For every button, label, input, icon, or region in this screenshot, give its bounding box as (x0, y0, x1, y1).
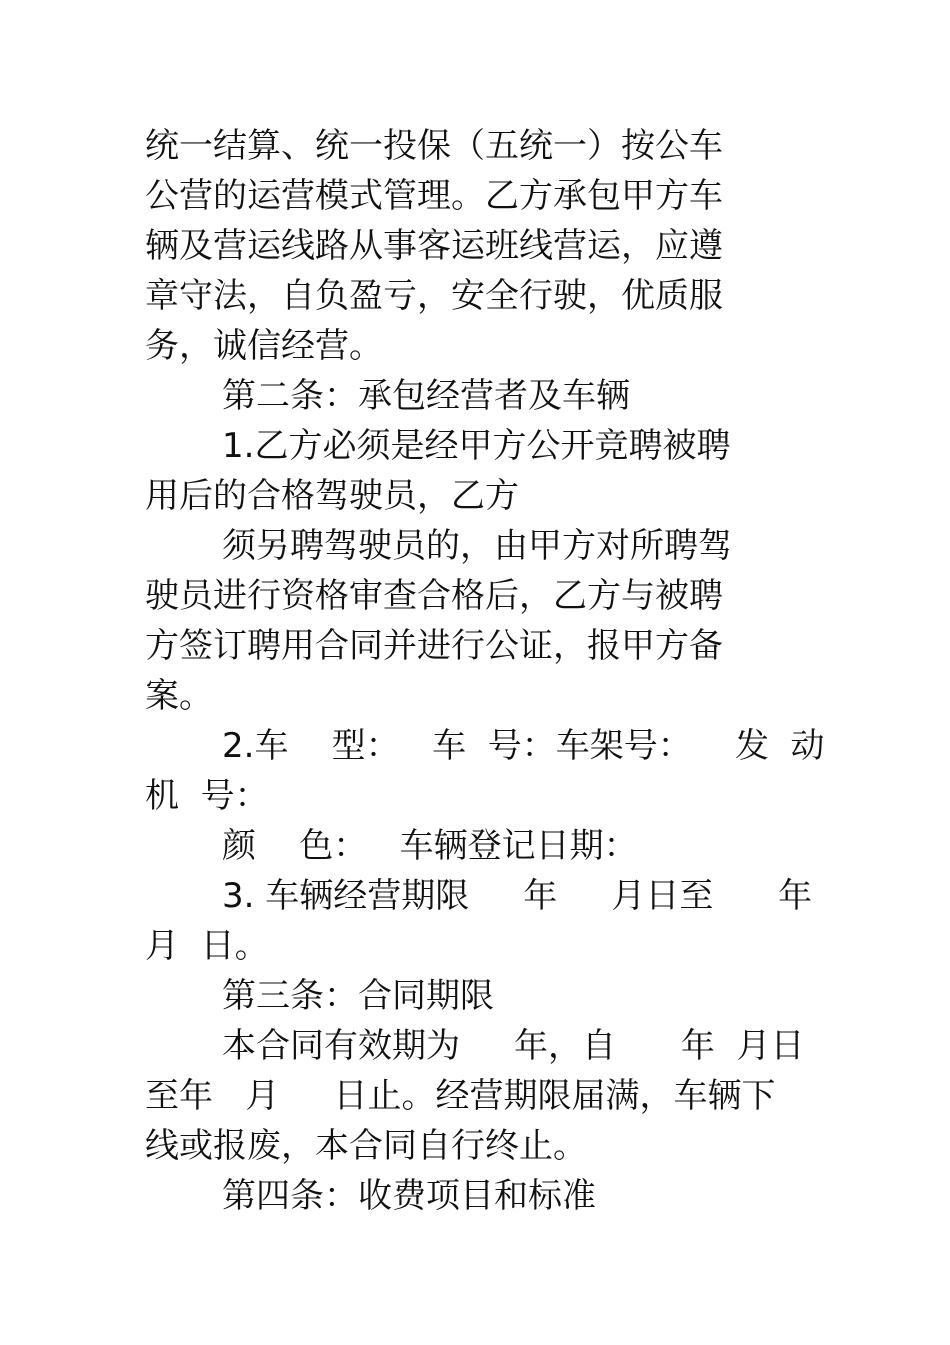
paragraph-line: 须另聘驾驶员的，由甲方对所聘驾 (222, 526, 732, 566)
paragraph-line: 驶员进行资格审查合格后，乙方与被聘 (145, 576, 723, 616)
paragraph-line: 1.乙方必须是经甲方公开竞聘被聘 (222, 426, 731, 466)
paragraph-line: 机 号： (145, 776, 269, 816)
paragraph-line: 案。 (145, 676, 213, 716)
article-heading: 第四条：收费项目和标准 (222, 1176, 596, 1216)
paragraph-line: 公营的运营模式管理。乙方承包甲方车 (145, 176, 723, 216)
paragraph-line: 至年 月 日止。经营期限届满，车辆下 (145, 1076, 776, 1116)
paragraph-line: 本合同有效期为 年，自 年 月日 (222, 1026, 805, 1066)
paragraph-line: 章守法，自负盈亏，安全行驶，优质服 (145, 276, 723, 316)
paragraph-line: 用后的合格驾驶员，乙方 (145, 476, 519, 516)
paragraph-line: 统一结算、统一投保（五统一）按公车 (145, 126, 723, 166)
paragraph-line: 辆及营运线路从事客运班线营运，应遵 (145, 226, 723, 266)
paragraph-line: 颜 色： 车辆登记日期： (222, 826, 638, 866)
paragraph-line: 方签订聘用合同并进行公证，报甲方备 (145, 626, 723, 666)
article-heading: 第三条：合同期限 (222, 976, 494, 1016)
article-heading: 第二条：承包经营者及车辆 (222, 376, 630, 416)
paragraph-line: 务，诚信经营。 (145, 326, 383, 366)
paragraph-line: 月 日。 (145, 926, 269, 966)
paragraph-line: 线或报废，本合同自行终止。 (145, 1126, 587, 1166)
paragraph-line: 2.车 型： 车 号：车架号： 发 动 (222, 726, 825, 766)
paragraph-line: 3. 车辆经营期限 年 月日至 年 (222, 876, 813, 916)
